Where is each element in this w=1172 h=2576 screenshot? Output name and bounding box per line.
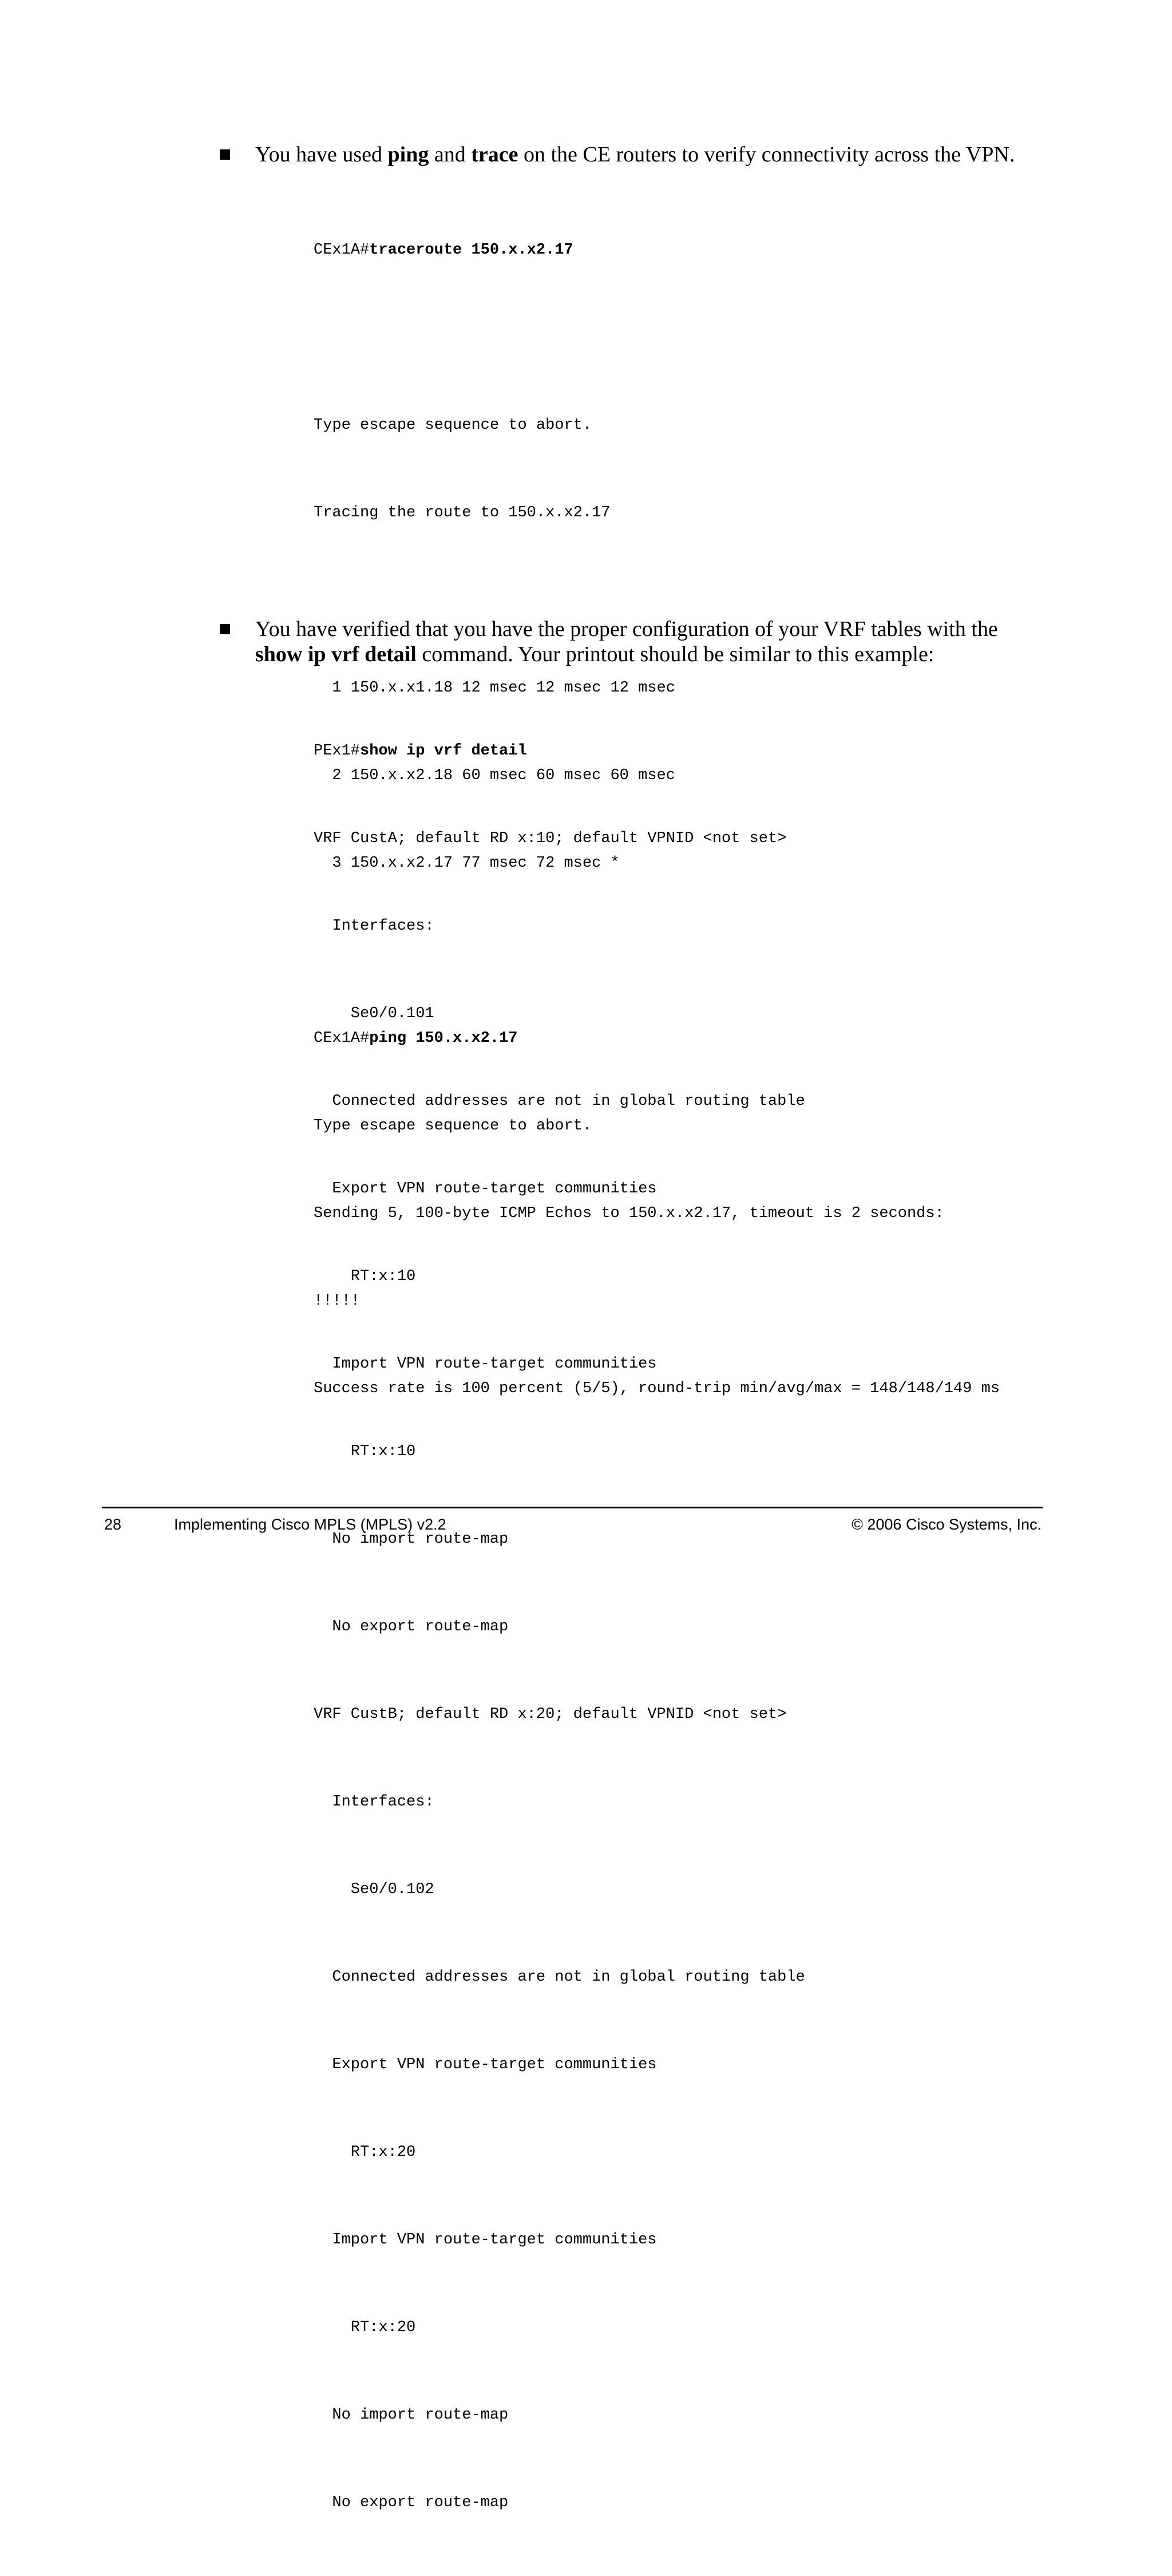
text-run: on the CE routers to verify connectivity across the VPN. <box>518 143 1015 167</box>
cli-prompt: CEx1A# <box>314 1030 370 1047</box>
output-line: Tracing the route to 150.x.x2.17 <box>314 504 611 521</box>
output-line: No import route-map <box>314 2407 509 2424</box>
bold-term-command: show ip vrf detail <box>255 642 417 666</box>
text-run: command. Your printout should be similar to this example: <box>416 642 935 666</box>
output-line: RT:x:20 <box>314 2144 416 2161</box>
output-line: Type escape sequence to abort. <box>314 417 592 434</box>
output-line <box>314 586 1000 615</box>
output-line: 1 150.x.x1.18 12 msec 12 msec 12 msec <box>314 679 675 697</box>
cli-command: traceroute 150.x.x2.17 <box>369 242 573 259</box>
output-line: Export VPN route-target communities <box>314 2056 657 2073</box>
output-line: Se0/0.102 <box>314 1881 434 1898</box>
output-line: Type escape sequence to abort. <box>314 1117 592 1135</box>
output-line: No import route-map <box>314 1531 509 1548</box>
square-bullet-icon <box>220 149 230 160</box>
output-line: Import VPN route-target communities <box>314 1356 657 1373</box>
command-line-traceroute <box>314 236 1000 265</box>
output-line: Connected addresses are not in global routing table <box>314 1969 805 1986</box>
square-bullet-icon <box>220 624 230 634</box>
footer-title: Implementing Cisco MPLS (MPLS) v2.2 <box>174 1516 446 1533</box>
output-line: No export route-map <box>314 2494 509 2511</box>
output-line: RT:x:20 <box>314 2319 416 2336</box>
bold-term-trace: trace <box>471 143 518 167</box>
output-line: RT:x:10 <box>314 1443 416 1460</box>
output-line: Connected addresses are not in global routing table <box>314 1093 805 1110</box>
output-line: Interfaces: <box>314 918 434 935</box>
output-line: Se0/0.101 <box>314 1005 434 1022</box>
output-line: 2 150.x.x2.18 60 msec 60 msec 60 msec <box>314 767 675 784</box>
output-line: Import VPN route-target communities <box>314 2231 657 2249</box>
cli-prompt: PEx1# <box>314 742 361 760</box>
output-line: VRF CustB; default RD x:20; default VPNID <not set> <box>314 1706 787 1723</box>
output-line: Sending 5, 100-byte ICMP Echos to 150.x.x2.17, timeout is 2 seconds: <box>314 1205 944 1222</box>
cli-command: show ip vrf detail <box>360 742 527 760</box>
cli-output-show-ip-vrf-detail <box>314 678 805 2576</box>
output-line: Interfaces: <box>314 1793 434 1811</box>
output-line: No export route-map <box>314 1618 509 1635</box>
output-line: Export VPN route-target communities <box>314 1180 657 1198</box>
output-line: 3 150.x.x2.17 77 msec 72 msec * <box>314 855 620 872</box>
text-run: and <box>429 143 472 167</box>
bold-term-ping: ping <box>387 143 429 167</box>
footer-divider <box>102 1507 1043 1508</box>
output-line: !!!!! <box>314 1293 361 1310</box>
text-run: You have used <box>255 143 388 167</box>
bullet-text <box>255 617 1039 667</box>
text-run: You have verified that you have the proper configuration of your VRF tables with the <box>255 617 998 641</box>
footer-copyright: © 2006 Cisco Systems, Inc. <box>851 1516 1042 1533</box>
cli-prompt: CEx1A# <box>314 242 370 259</box>
page-number: 28 <box>104 1516 122 1533</box>
output-line: VRF CustA; default RD x:10; default VPNID <not set> <box>314 830 787 847</box>
bullet-text <box>255 142 1039 167</box>
command-line-show-vrf <box>314 737 805 766</box>
output-line: RT:x:10 <box>314 1268 416 1285</box>
output-line: Success rate is 100 percent (5/5), round-trip min/avg/max = 148/148/149 ms <box>314 1380 1000 1397</box>
output-line <box>314 323 1000 353</box>
cli-command: ping 150.x.x2.17 <box>369 1030 518 1047</box>
